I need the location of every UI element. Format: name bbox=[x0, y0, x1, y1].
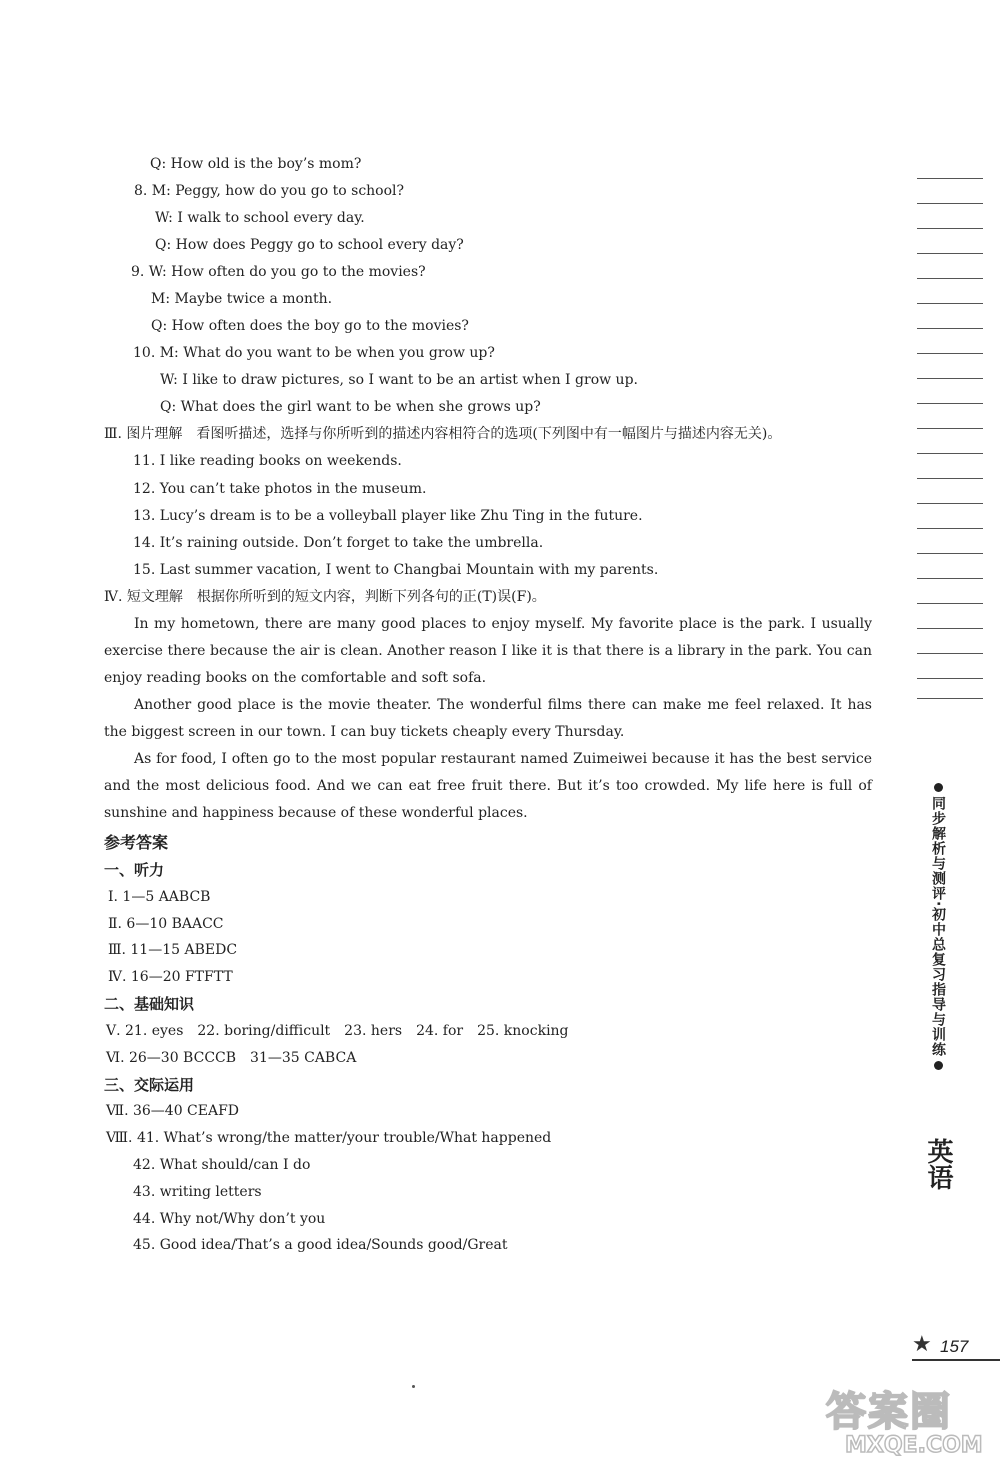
scan-speck bbox=[412, 1385, 415, 1388]
answer-line: Ⅵ. 26—30 BCCCB 31—35 CABCA bbox=[106, 1050, 357, 1066]
answer-line: Ⅰ. 1—5 AABCB bbox=[108, 889, 211, 905]
transcript-line: 9. W: How often do you go to the movies? bbox=[131, 264, 426, 280]
section-heading: Ⅳ. 短文理解 根据你所听到的短文内容，判断下列各句的正(T)误(F)。 bbox=[104, 589, 546, 605]
transcript-line: M: Maybe twice a month. bbox=[151, 291, 333, 307]
answers-part-heading: 一、听力 bbox=[104, 861, 165, 879]
passage-paragraph: Another good place is the movie theater. The wonderful films there can make me feel relaxed. It has the biggest screen in our town. I can buy tickets cheaply every Thursday. bbox=[104, 697, 872, 740]
list-item: 13. Lucy’s dream is to be a volleyball player like Zhu Ting in the future. bbox=[133, 508, 643, 524]
watermark-logo: 答案圈 bbox=[826, 1389, 952, 1435]
answers-title: 参考答案 bbox=[104, 833, 169, 852]
page-number: 157 bbox=[940, 1337, 969, 1356]
answer-line: Ⅷ. 41. What’s wrong/the matter/your trouble/What happened bbox=[106, 1130, 552, 1146]
answer-line: 44. Why not/Why don’t you bbox=[133, 1211, 326, 1227]
answer-line: 45. Good idea/That’s a good idea/Sounds good/Great bbox=[133, 1237, 508, 1253]
transcript-line: Q: What does the girl want to be when she grows up? bbox=[160, 399, 541, 415]
transcript-line: W: I like to draw pictures, so I want to be an artist when I grow up. bbox=[160, 372, 638, 388]
transcript-line: 10. M: What do you want to be when you grow up? bbox=[133, 345, 495, 361]
answer-line: Ⅴ. 21. eyes 22. boring/difficult 23. hers 24. for 25. knocking bbox=[106, 1023, 569, 1039]
transcript-line: Q: How old is the boy’s mom? bbox=[150, 156, 362, 172]
list-item: 12. You can’t take photos in the museum. bbox=[133, 481, 427, 497]
answers-part-heading: 二、基础知识 bbox=[104, 995, 195, 1013]
star-icon: ★ bbox=[912, 1332, 932, 1357]
subject-label: 英语 bbox=[923, 1138, 953, 1190]
sidebar-series-title bbox=[926, 783, 950, 1074]
passage-paragraph: In my hometown, there are many good places to enjoy myself. My favorite place is the park. I usually exercise there because the air is clean. Another reason I like it is that there is a library in the park. You can enjoy reading books on the comfortable and soft sofa. bbox=[104, 616, 872, 686]
transcript-line: W: I walk to school every day. bbox=[155, 210, 365, 226]
answer-line: 42. What should/can I do bbox=[133, 1157, 311, 1173]
list-item: 11. I like reading books on weekends. bbox=[133, 453, 402, 469]
answer-line: Ⅳ. 16—20 FTFTT bbox=[108, 969, 233, 985]
transcript-line: 8. M: Peggy, how do you go to school? bbox=[134, 183, 405, 199]
answer-line: Ⅱ. 6—10 BAACC bbox=[108, 916, 224, 932]
transcript-line: Q: How often does the boy go to the movies? bbox=[151, 318, 469, 334]
answer-line: 43. writing letters bbox=[133, 1184, 262, 1200]
section-heading: Ⅲ. 图片理解 看图听描述，选择与你所听到的描述内容相符合的选项(下列图中有一幅图片与描述内容无关)。 bbox=[104, 426, 782, 442]
bullet-dot-icon bbox=[934, 783, 943, 792]
answer-line: Ⅶ. 36—40 CEAFD bbox=[106, 1103, 240, 1119]
answers-part-heading: 三、交际运用 bbox=[104, 1076, 195, 1094]
transcript-line: Q: How does Peggy go to school every day? bbox=[155, 237, 464, 253]
bullet-dot-icon bbox=[934, 1061, 943, 1070]
passage-paragraph: As for food, I often go to the most popular restaurant named Zuimeiwei because it has the best service and the most delicious food. And we can eat free fruit there. But it’s too crowded. My life here is full of sunshine and happiness because of these wonderful places. bbox=[104, 751, 872, 821]
series-title-text: 同步解析与测评·初中总复习指导与训练 bbox=[930, 796, 946, 1058]
list-item: 14. It’s raining outside. Don’t forget to take the umbrella. bbox=[133, 535, 544, 551]
list-item: 15. Last summer vacation, I went to Changbai Mountain with my parents. bbox=[133, 562, 659, 578]
watermark-url: MXQE.COM bbox=[845, 1433, 983, 1458]
answer-line: Ⅲ. 11—15 ABEDC bbox=[108, 942, 238, 958]
page-number-rule bbox=[912, 1359, 1000, 1361]
